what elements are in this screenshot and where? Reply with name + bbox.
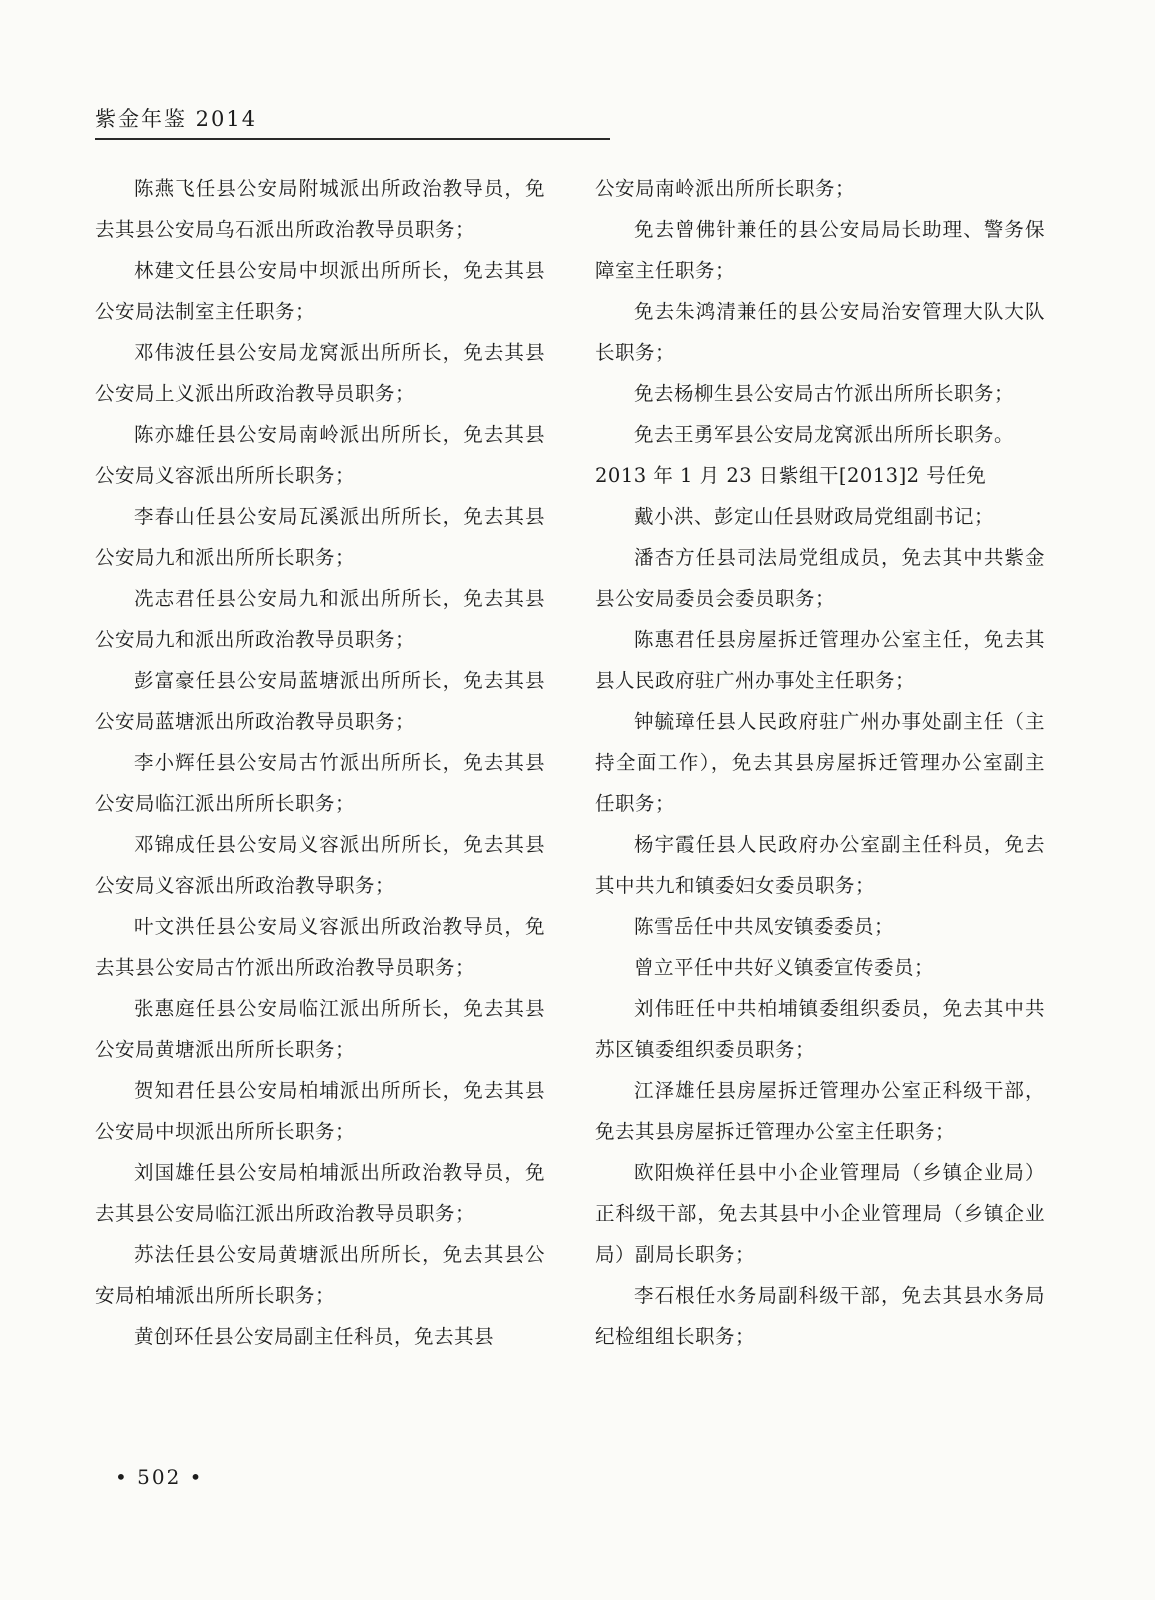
- appointment-paragraph: 李石根任水务局副科级干部，免去其县水务局纪检组组长职务；: [595, 1284, 1045, 1348]
- appointment-paragraph: 张惠庭任县公安局临江派出所所长，免去其县公安局黄塘派出所所长职务；: [95, 997, 545, 1061]
- appointment-paragraph: 林建文任县公安局中坝派出所所长，免去其县公安局法制室主任职务；: [95, 259, 545, 323]
- dismissal-paragraph: 免去曾佛针兼任的县公安局局长助理、警务保障室主任职务；: [595, 218, 1045, 282]
- appointment-paragraph: 黄创环任县公安局副主任科员，免去其县: [134, 1325, 495, 1348]
- appointment-paragraph: 刘国雄任县公安局柏埔派出所政治教导员，免去其县公安局临江派出所政治教导员职务；: [95, 1161, 545, 1225]
- running-header: 紫金年鉴 2014: [95, 107, 258, 131]
- appointment-paragraph: 冼志君任县公安局九和派出所所长，免去其县公安局九和派出所政治教导员职务；: [95, 587, 545, 651]
- appointment-paragraph: 潘杏方任县司法局党组成员，免去其中共紫金县公安局委员会委员职务；: [595, 546, 1045, 610]
- appointment-paragraph: 陈雪岳任中共凤安镇委委员；: [634, 915, 895, 938]
- appointment-paragraph: 苏法任县公安局黄塘派出所所长，免去其县公安局柏埔派出所所长职务；: [95, 1243, 545, 1307]
- section-heading: 2013 年 1 月 23 日紫组干[2013]2 号任免: [595, 464, 987, 487]
- appointment-paragraph: 曾立平任中共好义镇委宣传委员；: [634, 956, 935, 979]
- appointment-paragraph: 杨宇霞任县人民政府办公室副主任科员，免去其中共九和镇委妇女委员职务；: [595, 833, 1045, 897]
- appointment-paragraph: 欧阳焕祥任县中小企业管理局（乡镇企业局）正科级干部，免去其县中小企业管理局（乡镇企业局）副局长职务；: [595, 1161, 1045, 1266]
- page-number: • 502 •: [115, 1465, 204, 1489]
- dismissal-paragraph: 免去朱鸿清兼任的县公安局治安管理大队大队长职务；: [595, 300, 1045, 364]
- appointment-paragraph: 邓锦成任县公安局义容派出所所长，免去其县公安局义容派出所政治教导职务；: [95, 833, 545, 897]
- dismissal-paragraph: 免去杨柳生县公安局古竹派出所所长职务；: [634, 382, 1015, 405]
- left-column: [95, 168, 545, 1357]
- appointment-paragraph: 陈亦雄任县公安局南岭派出所所长，免去其县公安局义容派出所所长职务；: [95, 423, 545, 487]
- appointment-paragraph: 陈燕飞任县公安局附城派出所政治教导员，免去其县公安局乌石派出所政治教导员职务；: [95, 177, 545, 241]
- appointment-paragraph: 陈惠君任县房屋拆迁管理办公室主任，免去其县人民政府驻广州办事处主任职务；: [595, 628, 1045, 692]
- appointment-paragraph: 钟毓璋任县人民政府驻广州办事处副主任（主持全面工作），免去其县房屋拆迁管理办公室副主任职务；: [595, 710, 1045, 815]
- appointment-paragraph: 贺知君任县公安局柏埔派出所所长，免去其县公安局中坝派出所所长职务；: [95, 1079, 545, 1143]
- appointment-paragraph: 戴小洪、彭定山任县财政局党组副书记；: [634, 505, 995, 528]
- appointment-paragraph: 李小辉任县公安局古竹派出所所长，免去其县公安局临江派出所所长职务；: [95, 751, 545, 815]
- continued-paragraph: 公安局南岭派出所所长职务；: [595, 177, 856, 200]
- appointment-paragraph: 李春山任县公安局瓦溪派出所所长，免去其县公安局九和派出所所长职务；: [95, 505, 545, 569]
- appointment-paragraph: 邓伟波任县公安局龙窝派出所所长，免去其县公安局上义派出所政治教导员职务；: [95, 341, 545, 405]
- right-column: [595, 168, 1045, 1357]
- appointment-paragraph: 叶文洪任县公安局义容派出所政治教导员，免去其县公安局古竹派出所政治教导员职务；: [95, 915, 545, 979]
- header-rule: [95, 138, 610, 140]
- appointment-paragraph: 刘伟旺任中共柏埔镇委组织委员，免去其中共苏区镇委组织委员职务；: [595, 997, 1045, 1061]
- appointment-paragraph: 彭富豪任县公安局蓝塘派出所所长，免去其县公安局蓝塘派出所政治教导员职务；: [95, 669, 545, 733]
- dismissal-paragraph: 免去王勇军县公安局龙窝派出所所长职务。: [634, 423, 1015, 446]
- appointment-paragraph: 江泽雄任县房屋拆迁管理办公室正科级干部，免去其县房屋拆迁管理办公室主任职务；: [595, 1079, 1045, 1143]
